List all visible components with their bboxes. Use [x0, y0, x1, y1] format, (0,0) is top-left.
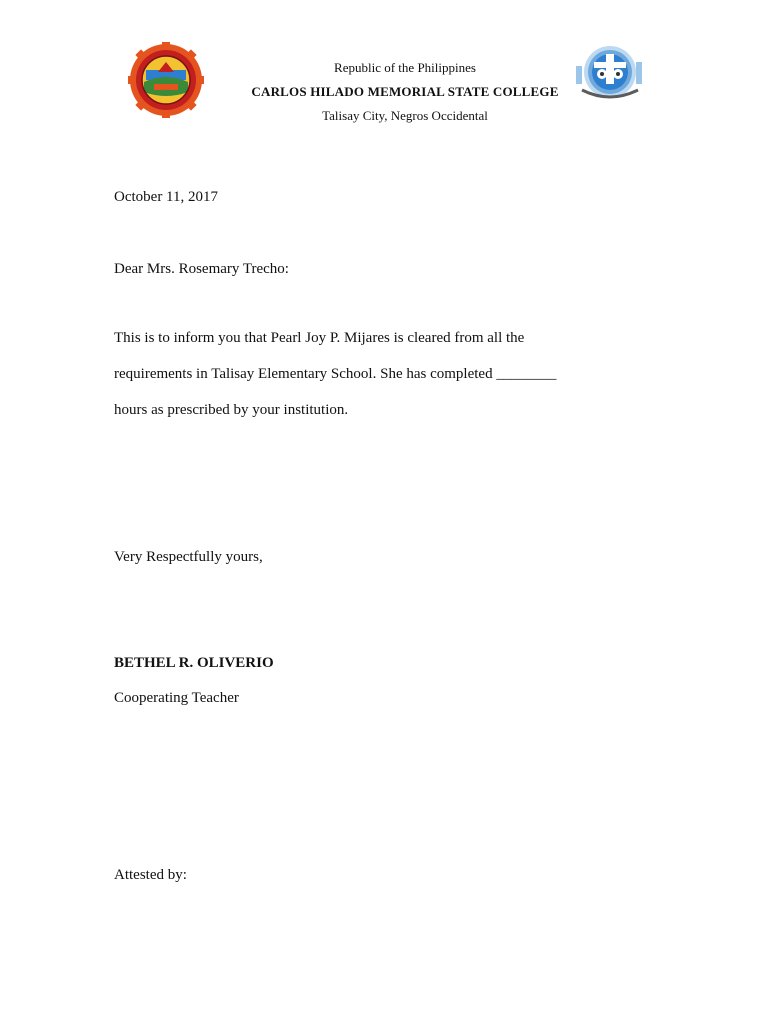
- letter-closing: Very Respectfully yours,: [114, 549, 263, 565]
- paragraph-line-1: This is to inform you that Pearl Joy P. Mijares is cleared from all the: [114, 330, 525, 346]
- attested-by-label: Attested by:: [114, 867, 187, 883]
- paragraph-line-2: requirements in Talisay Elementary School. She has completed ________: [114, 366, 557, 382]
- header-republic: Republic of the Philippines: [334, 60, 476, 75]
- header-college-name: CARLOS HILADO MEMORIAL STATE COLLEGE: [251, 84, 559, 99]
- letter-salutation: Dear Mrs. Rosemary Trecho:: [114, 261, 289, 277]
- signer-position: Cooperating Teacher: [114, 690, 239, 706]
- letter-date: October 11, 2017: [114, 189, 219, 205]
- paragraph-line-3: hours as prescribed by your institution.: [114, 402, 349, 418]
- signer-name: BETHEL R. OLIVERIO: [114, 655, 274, 671]
- header-city: Talisay City, Negros Occidental: [322, 108, 488, 123]
- college-seal-icon: [128, 42, 204, 118]
